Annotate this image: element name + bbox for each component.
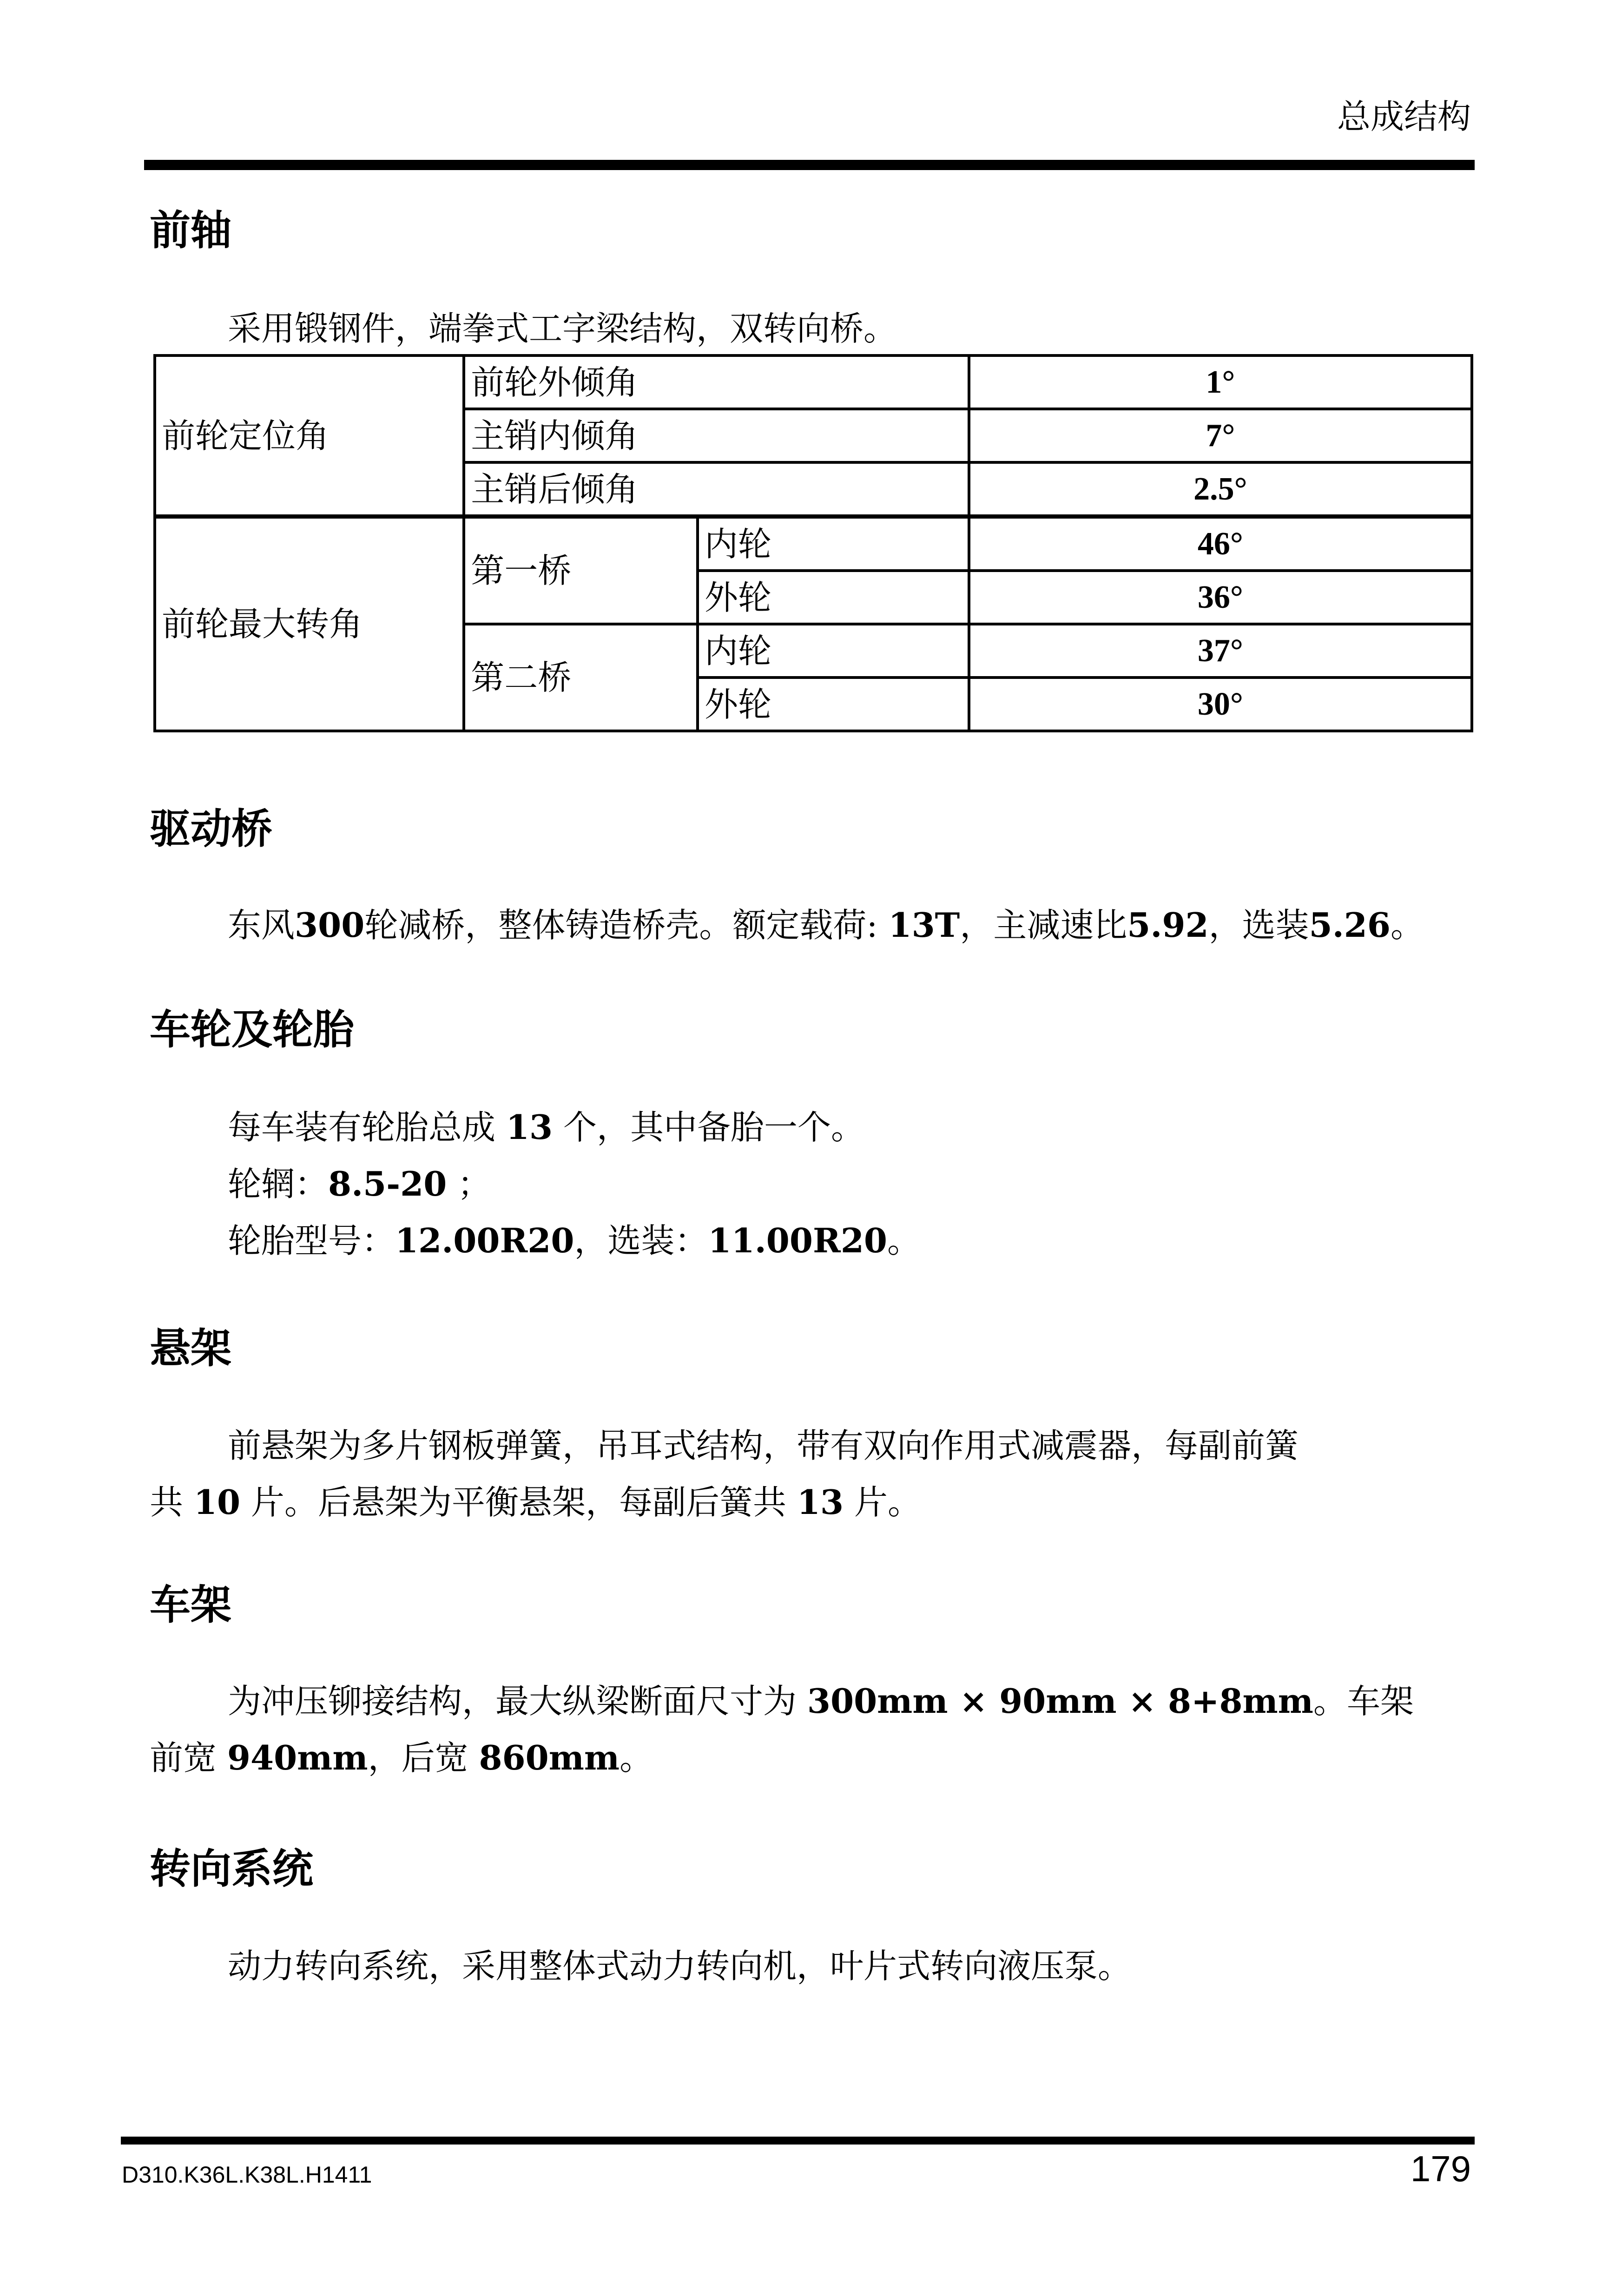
- drive-axle-line: [150, 897, 1474, 954]
- text-run: 12.00R20: [395, 1221, 574, 1260]
- section-title-front-axle: 前轴: [150, 206, 232, 254]
- suspension-line-1: 前悬架为多片钢板弹簧，吊耳式结构，带有双向作用式减震器，每副前簧: [228, 1426, 1299, 1465]
- front-axle-intro-text: 采用锻钢件，端拳式工字梁结构，双转向桥。: [228, 309, 897, 348]
- text-run: 300: [295, 905, 365, 945]
- alignment-value: 7°: [969, 409, 1472, 462]
- text-run: 5.92: [1127, 905, 1209, 945]
- text-run: 轮胎型号：: [228, 1221, 396, 1260]
- table-row: [155, 517, 1472, 571]
- text-run: 轮减桥，整体铸造桥壳。额定载荷:: [364, 906, 889, 945]
- text-run: ，选装: [1208, 906, 1309, 945]
- text-run: 300mm × 90mm × 8+8mm: [807, 1681, 1313, 1721]
- drive-axle-text: [150, 897, 1474, 954]
- text-run: 片。后悬架为平衡悬架，每副后簧共: [240, 1483, 797, 1522]
- text-run: 。: [1391, 906, 1424, 945]
- text-run: ，后宽: [368, 1738, 479, 1777]
- text-run: 。: [620, 1738, 653, 1777]
- suspension-line-2: [150, 1474, 1474, 1531]
- text-run: 每车装有轮胎总成: [228, 1108, 506, 1147]
- wheel-label: 内轮: [698, 624, 969, 678]
- text-run: 13: [797, 1482, 844, 1522]
- steer-angle-value: 36°: [969, 571, 1472, 624]
- text-run: 东风: [228, 906, 295, 945]
- text-run: ；: [447, 1164, 491, 1204]
- steer-angle-value: 46°: [969, 517, 1472, 571]
- alignment-value: 1°: [969, 355, 1472, 409]
- steering-text: [150, 1938, 1474, 1994]
- text-run: 13T: [888, 905, 960, 945]
- text-run: 11.00R20: [708, 1221, 888, 1260]
- footer-rule: [121, 2137, 1475, 2145]
- text-run: 为冲压铆接结构，最大纵梁断面尺寸为: [228, 1682, 807, 1721]
- section-title-wheels-tires: 车轮及轮胎: [150, 1006, 355, 1053]
- text-run: 。: [887, 1221, 921, 1260]
- alignment-name: 主销内倾角: [464, 409, 969, 462]
- footer-doc-code: D310.K36L.K38L.H1411: [122, 2162, 372, 2188]
- steer-angle-value: 30°: [969, 678, 1472, 731]
- front-wheel-spec-table: [153, 354, 1473, 732]
- header-rule: [144, 160, 1475, 170]
- text-run: 940mm: [227, 1738, 368, 1777]
- max-steer-group-label: 前轮最大转角: [155, 517, 464, 731]
- text-run: 13: [506, 1107, 553, 1147]
- text-run: 5.26: [1309, 905, 1391, 945]
- text-run: 轮辋：: [228, 1164, 329, 1204]
- alignment-group-label: 前轮定位角: [155, 355, 464, 517]
- text-run: ，选装：: [574, 1221, 708, 1260]
- axle-label: 第二桥: [464, 624, 698, 731]
- steering-line: 动力转向系统，采用整体式动力转向机，叶片式转向液压泵。: [228, 1947, 1132, 1986]
- wheel-label: 内轮: [698, 517, 969, 571]
- alignment-name: 主销后倾角: [464, 462, 969, 517]
- text-run: 个，其中备胎一个。: [553, 1108, 864, 1147]
- section-title-frame: 车架: [150, 1581, 232, 1629]
- wheels-line-3: [150, 1212, 1474, 1269]
- frame-line-2: [150, 1730, 1474, 1786]
- wheels-line-2: [150, 1156, 1474, 1212]
- wheel-label: 外轮: [698, 678, 969, 731]
- alignment-value: 2.5°: [969, 462, 1472, 517]
- text-run: 前宽: [150, 1738, 227, 1777]
- table-row: [155, 355, 1472, 409]
- section-title-suspension: 悬架: [150, 1324, 232, 1372]
- text-run: 10: [193, 1482, 241, 1522]
- text-run: 。车架: [1313, 1682, 1414, 1721]
- text-run: 共: [150, 1483, 194, 1522]
- alignment-name: 前轮外倾角: [464, 355, 969, 409]
- wheels-tires-text: [150, 1099, 1474, 1269]
- text-run: 8.5-20: [328, 1164, 447, 1204]
- section-title-steering: 转向系统: [150, 1845, 314, 1893]
- page-number: 179: [1410, 2148, 1471, 2189]
- wheel-label: 外轮: [698, 571, 969, 624]
- wheels-line-1: [150, 1099, 1474, 1156]
- text-run: 860mm: [479, 1738, 620, 1777]
- section-title-drive-axle: 驱动桥: [150, 805, 273, 853]
- axle-label: 第一桥: [464, 517, 698, 625]
- text-run: ，主减速比: [960, 906, 1127, 945]
- frame-text: [150, 1673, 1474, 1786]
- page-header-title: 总成结构: [1337, 97, 1471, 136]
- front-axle-intro: [150, 300, 1474, 357]
- text-run: 片。: [844, 1483, 921, 1522]
- suspension-text: [150, 1417, 1474, 1531]
- frame-line-1: [150, 1673, 1474, 1730]
- steer-angle-value: 37°: [969, 624, 1472, 678]
